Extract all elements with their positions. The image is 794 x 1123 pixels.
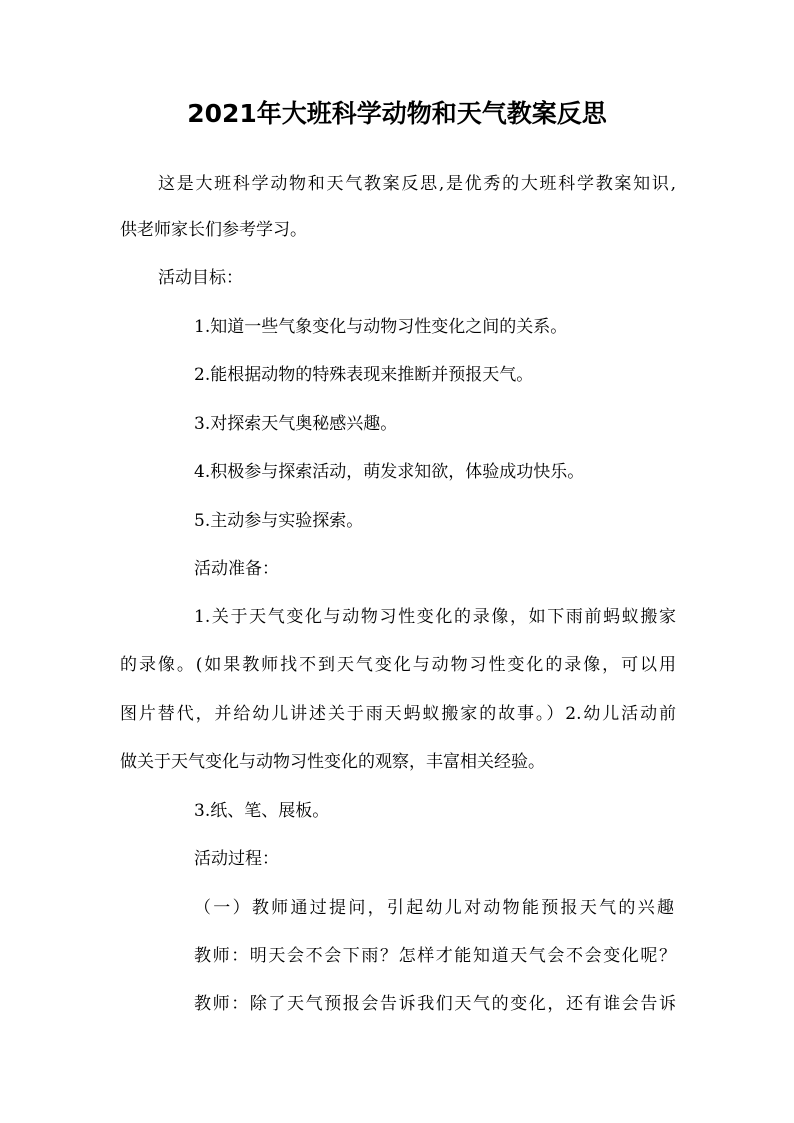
- goal-item-4: 4.积极参与探索活动，萌发求知欲，体验成功快乐。: [194, 462, 585, 482]
- goal-item-2: 2.能根据动物的特殊表现来推断并预报天气。: [194, 365, 534, 385]
- goals-heading: 活动目标：: [158, 268, 243, 288]
- prep-line-3: 图片替代，并给幼儿讲述关于雨天蚂蚁搬家的故事。）2.幼儿活动前: [120, 704, 676, 724]
- prep-line-2: 的录像。(如果教师找不到天气变化与动物习性变化的录像，可以用: [120, 655, 676, 675]
- prep-heading: 活动准备：: [194, 559, 279, 579]
- prep-line-4: 做关于天气变化与动物习性变化的观察，丰富相关经验。: [120, 752, 545, 772]
- process-line-3: 教师：除了天气预报会告诉我们天气的变化，还有谁会告诉: [194, 994, 676, 1014]
- process-line-1: （一）教师通过提问，引起幼儿对动物能预报天气的兴趣: [194, 898, 674, 918]
- prep-line-5: 3.纸、笔、展板。: [194, 801, 330, 821]
- prep-line-1: 1.关于天气变化与动物习性变化的录像，如下雨前蚂蚁搬家: [194, 607, 676, 627]
- process-line-2: 教师：明天会不会下雨？怎样才能知道天气会不会变化呢？: [194, 946, 676, 966]
- goal-item-1: 1.知道一些气象变化与动物习性变化之间的关系。: [194, 317, 568, 337]
- intro-line-1: 这是大班科学动物和天气教案反思,是优秀的大班科学教案知识,: [158, 174, 676, 194]
- document-title: 2021年大班科学动物和天气教案反思: [187, 99, 607, 128]
- goal-item-5: 5.主动参与实验探索。: [194, 511, 364, 531]
- process-heading: 活动过程：: [194, 849, 279, 869]
- goal-item-3: 3.对探索天气奥秘感兴趣。: [194, 414, 398, 434]
- intro-line-2: 供老师家长们参考学习。: [120, 220, 307, 240]
